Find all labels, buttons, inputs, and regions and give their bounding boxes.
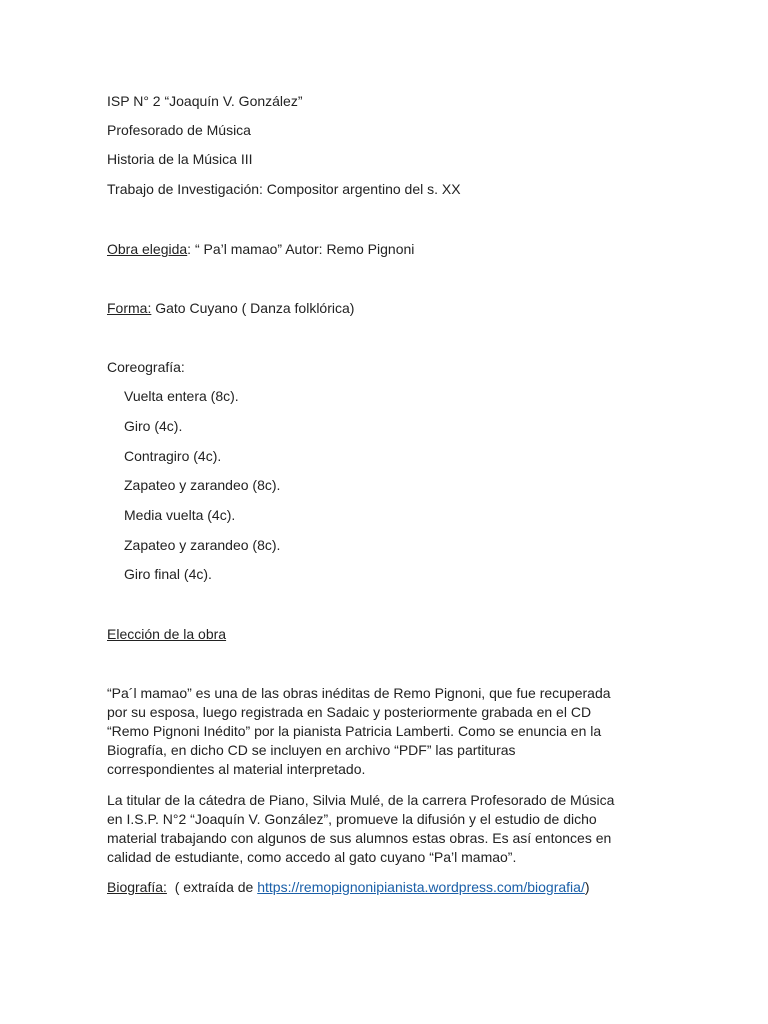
- eleccion-paragraph-2: [107, 791, 655, 867]
- assignment-line: Trabajo de Investigación: Compositor argentino del s. XX: [107, 181, 461, 197]
- obra-text: : “ Pa’l mamao” Autor: Remo Pignoni: [187, 241, 415, 257]
- coreografia-item: Zapateo y zarandeo (8c).: [124, 537, 281, 553]
- paragraph-line: por su esposa, luego registrada en Sadaic y posteriormente grabada en el CD: [107, 704, 592, 720]
- coreografia-item: Vuelta entera (8c).: [124, 388, 239, 404]
- eleccion-heading: Elección de la obra: [107, 626, 227, 642]
- coreografia-item: Zapateo y zarandeo (8c).: [124, 477, 281, 493]
- paragraph-line: “Pa´l mamao” es una de las obras inéditas de Remo Pignoni, que fue recuperada: [107, 685, 611, 701]
- paragraph-line: calidad de estudiante, como accedo al gato cuyano “Pa’l mamao”.: [107, 849, 517, 865]
- coreografia-title: Coreografía:: [107, 359, 185, 375]
- program-line: Profesorado de Música: [107, 122, 251, 138]
- coreografia-item: Media vuelta (4c).: [124, 507, 236, 523]
- biografia-suffix: ): [584, 879, 590, 895]
- forma-line: [107, 299, 354, 317]
- coreografia-item: Contragiro (4c).: [124, 448, 222, 464]
- coreografia-item: Giro final (4c).: [124, 566, 212, 582]
- obra-line: [107, 240, 414, 258]
- paragraph-line: Biografía, en dicho CD se incluyen en archivo “PDF” las partituras: [107, 742, 516, 758]
- institution-line: ISP N° 2 “Joaquín V. González”: [107, 93, 303, 109]
- paragraph-line: correspondientes al material interpretado.: [107, 761, 366, 777]
- biografia-prefix: ( extraída de: [166, 879, 258, 895]
- biografia-link[interactable]: https://remopignonipianista.wordpress.com/biografia/: [257, 879, 585, 895]
- forma-label: Forma:: [107, 300, 152, 316]
- eleccion-paragraph-1: [107, 684, 655, 779]
- coreografia-item: Giro (4c).: [124, 418, 183, 434]
- course-line: Historia de la Música III: [107, 151, 253, 167]
- biografia-line: [107, 878, 590, 896]
- forma-text: Gato Cuyano ( Danza folklórica): [151, 300, 355, 316]
- obra-label: Obra elegida: [107, 241, 188, 257]
- biografia-label: Biografía:: [107, 879, 167, 895]
- paragraph-line: La titular de la cátedra de Piano, Silvia Mulé, de la carrera Profesorado de Música: [107, 792, 615, 808]
- paragraph-line: “Remo Pignoni Inédito” por la pianista Patricia Lamberti. Como se enuncia en la: [107, 723, 602, 739]
- paragraph-line: material trabajando con algunos de sus alumnos estas obras. Es así entonces en: [107, 830, 612, 846]
- paragraph-line: en I.S.P. N°2 “Joaquín V. González”, promueve la difusión y el estudio de dicho: [107, 811, 597, 827]
